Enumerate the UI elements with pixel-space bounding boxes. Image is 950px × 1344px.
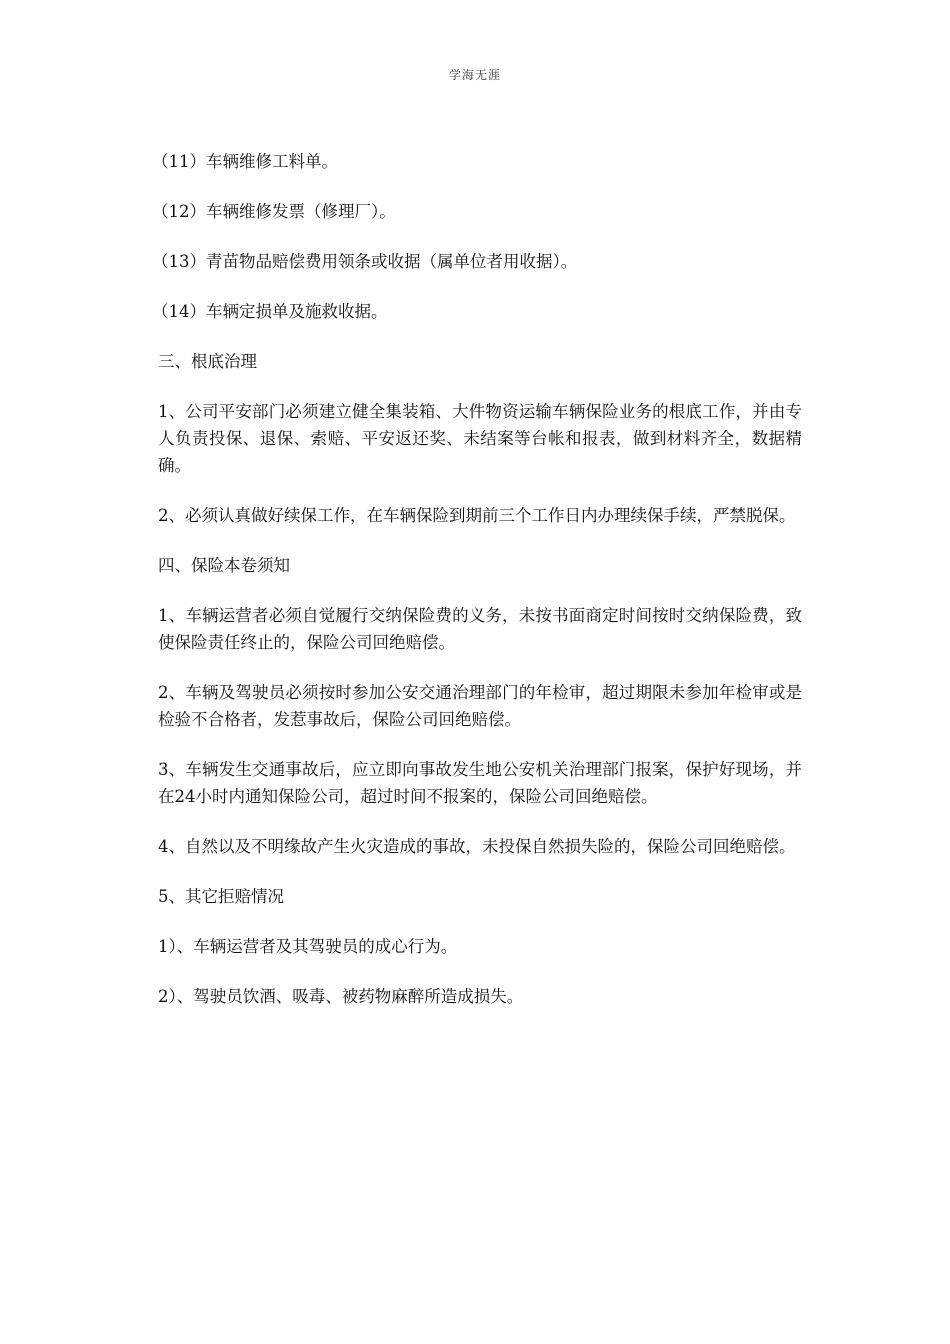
document-body: [152, 148, 802, 1033]
list-item-11: （11）车辆维修工料单。: [152, 152, 338, 171]
list-item-12: （12）车辆维修发票（修理厂）。: [152, 202, 396, 221]
paragraph-4-5: 5、其它拒赔情况: [158, 887, 284, 906]
paragraph-4-4: 4、自然以及不明缘故产生火灾造成的事故，未投保自然损失险的，保险公司回绝赔偿。: [158, 837, 796, 856]
paragraph-4-2: 2、车辆及驾驶员必须按时参加公安交通治理部门的年检审，超过期限未参加年检审或是检验不合格者，发惹事故后，保险公司回绝赔偿。: [158, 683, 802, 729]
paragraph-3-2: 2、必须认真做好续保工作，在车辆保险到期前三个工作日内办理续保手续，严禁脱保。: [158, 506, 796, 525]
section-heading-3: 三、根底治理: [158, 352, 257, 371]
sub-item-2: 2）、驾驶员饮酒、吸毒、被药物麻醉所造成损失。: [158, 987, 524, 1006]
page-header: 学海无涯: [448, 68, 501, 82]
paragraph-4-3: 3、车辆发生交通事故后，应立即向事故发生地公安机关治理部门报案，保护好现场，并在24小时内通知保险公司，超过时间不报案的，保险公司回绝赔偿。: [158, 760, 802, 806]
paragraph-4-1: 1、车辆运营者必须自觉履行交纳保险费的义务，未按书面商定时间按时交纳保险费，致使保险责任终止的，保险公司回绝赔偿。: [158, 606, 802, 652]
section-heading-4: 四、保险本卷须知: [158, 556, 290, 575]
list-item-13: （13）青苗物品赔偿费用领条或收据（属单位者用收据）。: [152, 252, 578, 271]
paragraph-3-1: 1、公司平安部门必须建立健全集装箱、大件物资运输车辆保险业务的根底工作，并由专人负责投保、退保、索赔、平安返还奖、未结案等台帐和报表，做到材料齐全，数据精确。: [158, 402, 802, 475]
list-item-14: （14）车辆定损单及施救收据。: [152, 302, 388, 321]
sub-item-1: 1）、车辆运营者及其驾驶员的成心行为。: [158, 937, 458, 956]
